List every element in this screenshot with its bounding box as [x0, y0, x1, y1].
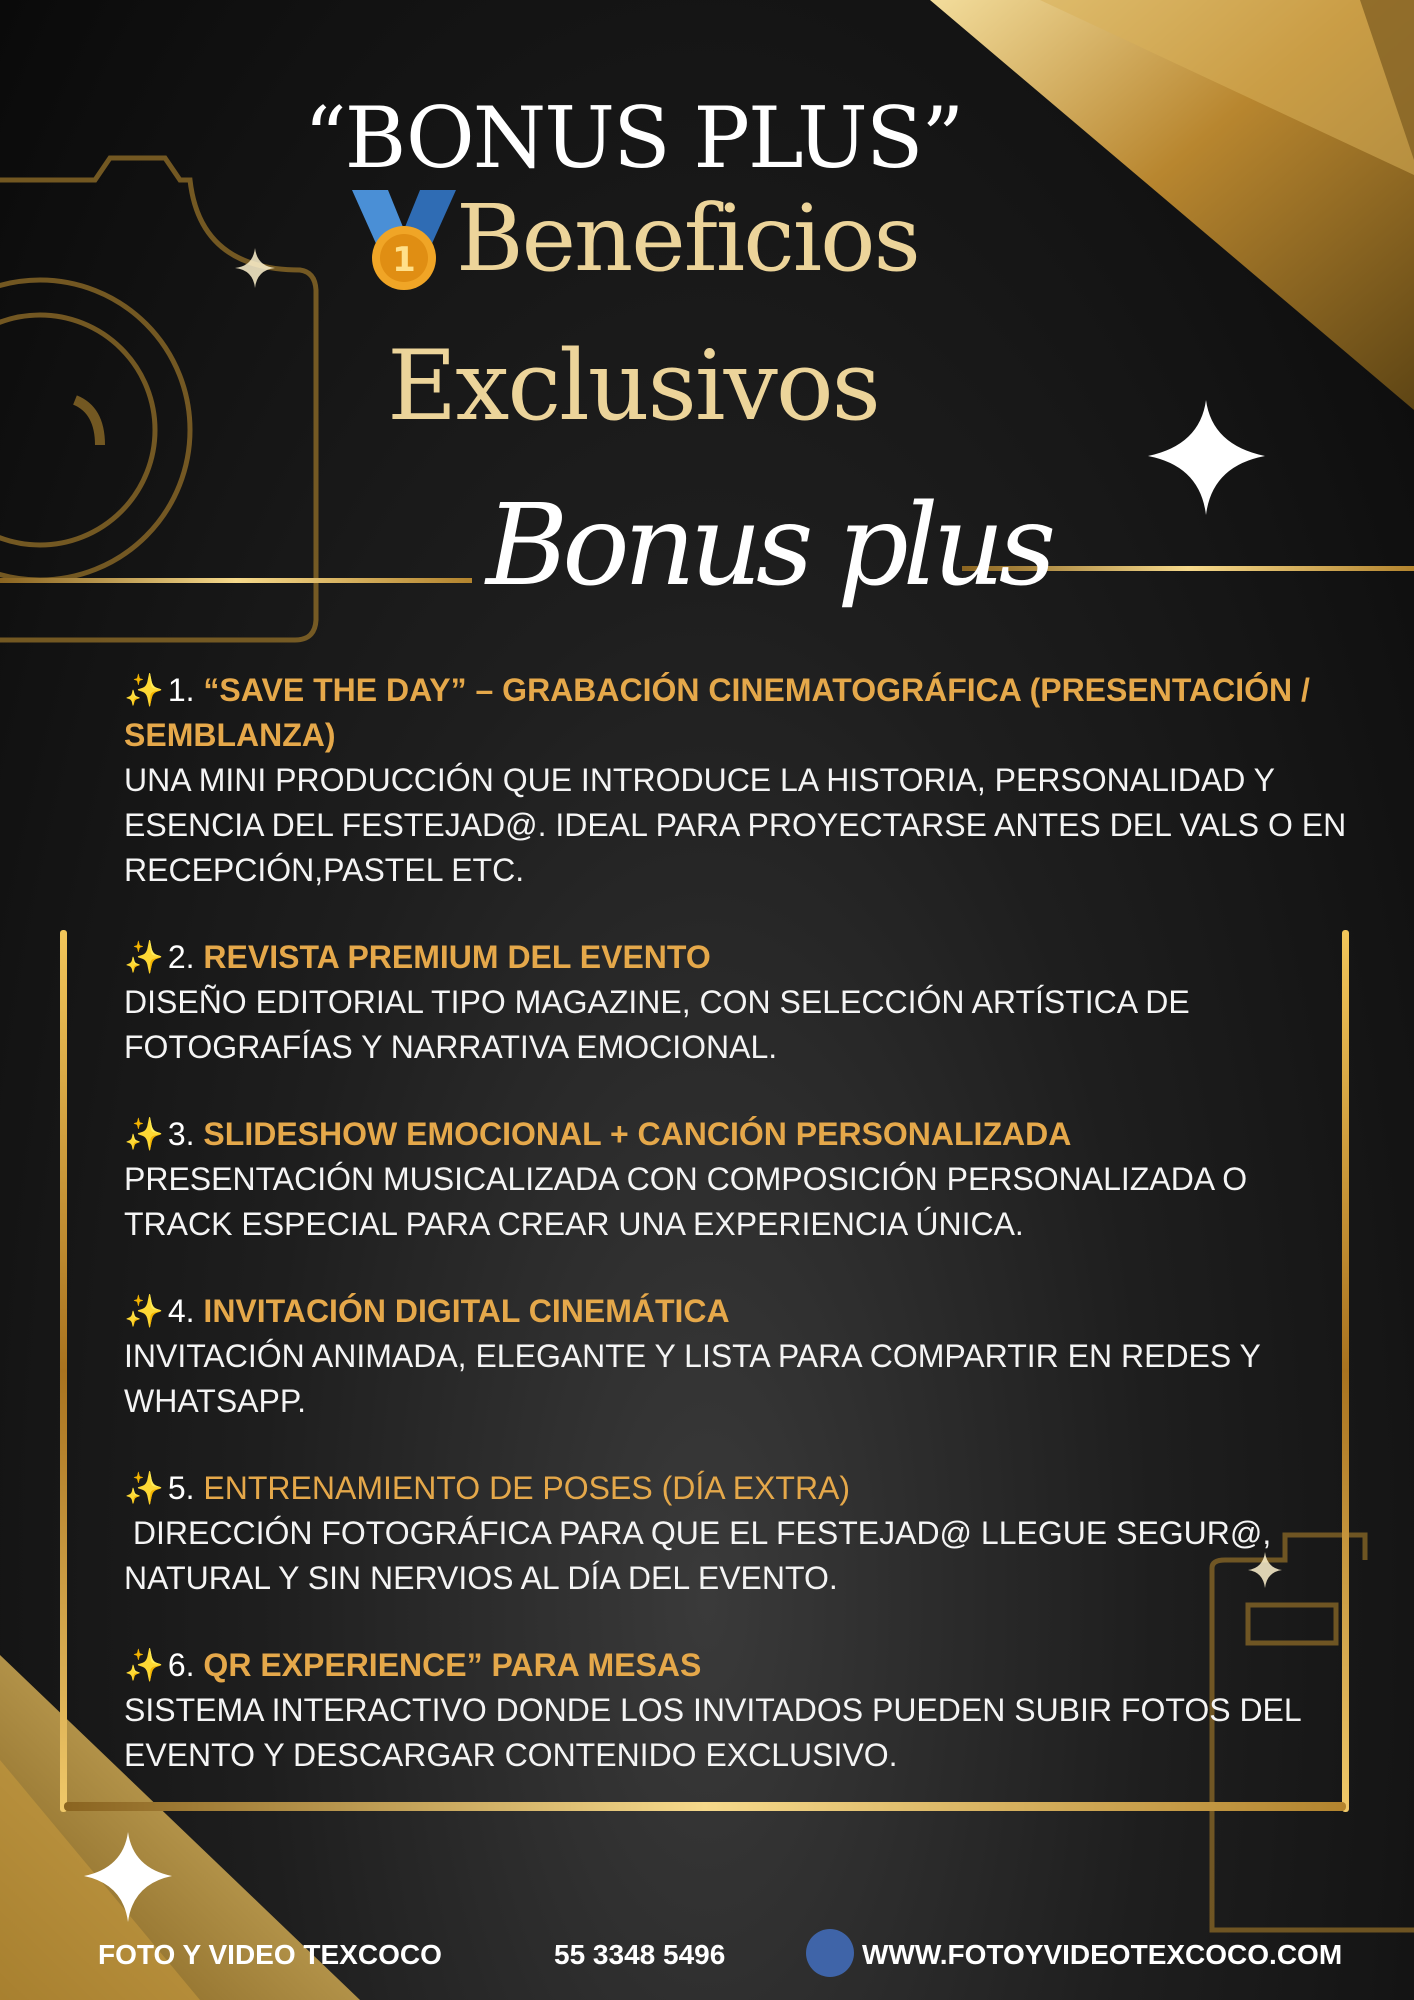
divider-line-left [0, 578, 472, 583]
sparkles-icon: ✨ [124, 672, 164, 708]
item-number: 1. [167, 672, 195, 708]
list-item [124, 1112, 1354, 1247]
item-heading: ENTRENAMIENTO DE POSES (DÍA EXTRA) [203, 1470, 851, 1506]
item-number: 2. [167, 939, 195, 975]
title-exclusivos: Exclusivos [387, 330, 879, 442]
item-description: UNA MINI PRODUCCIÓN QUE INTRODUCE LA HISTORIA, PERSONALIDAD Y ESENCIA DEL FESTEJAD@. IDEAL PARA PROYECTARSE ANTES DEL VALS O EN RECEPCIÓN,PASTEL ETC. [124, 762, 1347, 888]
item-description: DISEÑO EDITORIAL TIPO MAGAZINE, CON SELECCIÓN ARTÍSTICA DE FOTOGRAFÍAS Y NARRATIVA EMOCIONAL. [124, 984, 1190, 1065]
title-beneficios: Beneficios [456, 185, 919, 292]
item-heading: REVISTA PREMIUM DEL EVENTO [203, 939, 711, 975]
footer-brand: FOTO Y VIDEO TEXCOCO [98, 1939, 442, 1970]
list-item [124, 1466, 1354, 1601]
item-description: DIRECCIÓN FOTOGRÁFICA PARA QUE EL FESTEJAD@ LLEGUE SEGUR@, NATURAL Y SIN NERVIOS AL DÍA DEL EVENTO. [124, 1515, 1281, 1596]
footer-website-link[interactable]: WWW.FOTOYVIDEOTEXCOCO.COM [862, 1939, 1343, 1970]
sparkles-icon: ✨ [124, 1293, 164, 1329]
sparkles-icon: ✨ [124, 1470, 164, 1506]
list-item [124, 935, 1354, 1070]
sparkles-icon: ✨ [124, 1647, 164, 1683]
item-number: 3. [167, 1116, 195, 1152]
item-number: 5. [167, 1470, 195, 1506]
list-item [124, 1643, 1354, 1778]
footer-phone[interactable]: 55 3348 5496 [554, 1939, 726, 1970]
svg-text:1: 1 [392, 240, 416, 280]
globe-icon [806, 1929, 854, 1977]
item-description: PRESENTACIÓN MUSICALIZADA CON COMPOSICIÓN PERSONALIZADA O TRACK ESPECIAL PARA CREAR UNA EXPERIENCIA ÚNICA. [124, 1161, 1248, 1242]
item-number: 6. [167, 1647, 195, 1683]
item-number: 4. [167, 1293, 195, 1329]
first-place-medal-icon [352, 190, 456, 290]
list-item [124, 1289, 1354, 1424]
item-description: INVITACIÓN ANIMADA, ELEGANTE Y LISTA PARA COMPARTIR EN REDES Y WHATSAPP. [124, 1338, 1261, 1419]
item-heading: QR EXPERIENCE” PARA MESAS [203, 1647, 702, 1683]
item-heading: SLIDESHOW EMOCIONAL + CANCIÓN PERSONALIZADA [203, 1116, 1072, 1152]
benefits-list [124, 668, 1354, 1820]
list-item [124, 668, 1354, 893]
item-heading: INVITACIÓN DIGITAL CINEMÁTICA [203, 1293, 730, 1329]
item-description: SISTEMA INTERACTIVO DONDE LOS INVITADOS PUEDEN SUBIR FOTOS DEL EVENTO Y DESCARGAR CONTENIDO EXCLUSIVO. [124, 1692, 1301, 1773]
sparkles-icon: ✨ [124, 939, 164, 975]
item-heading: “SAVE THE DAY” – GRABACIÓN CINEMATOGRÁFICA (PRESENTACIÓN / SEMBLANZA) [124, 672, 1310, 753]
sparkles-icon: ✨ [124, 1116, 164, 1152]
script-bonus-plus: Bonus plus [486, 481, 1051, 611]
title-bonus-plus: “BONUS PLUS” [303, 89, 963, 187]
